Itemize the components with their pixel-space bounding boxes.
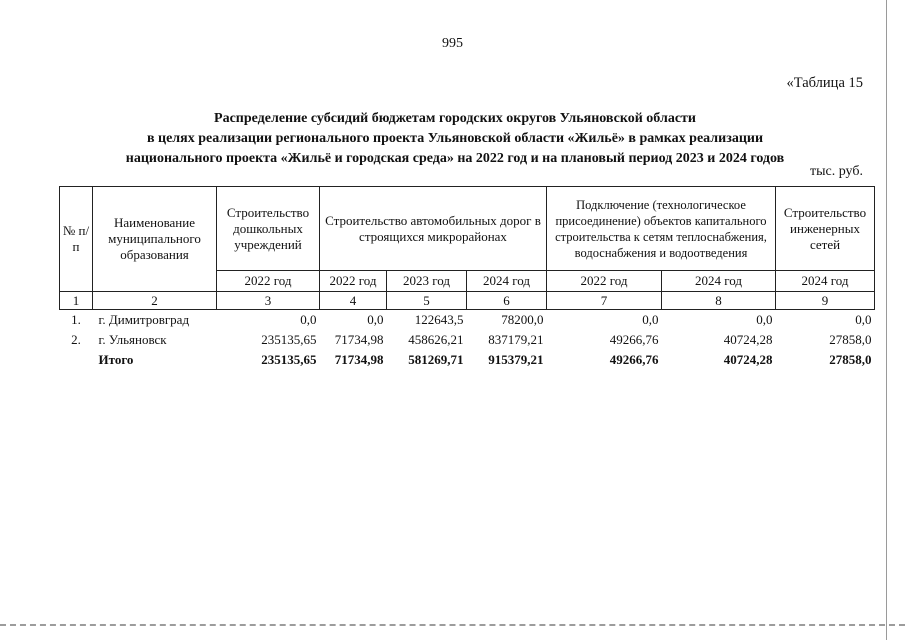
- row-name: г. Димитровград: [98, 312, 190, 327]
- column-number: 4: [320, 292, 387, 310]
- row-value: 235135,65: [261, 332, 317, 347]
- column-number: 2: [93, 292, 217, 310]
- row-value: 0,0: [367, 312, 384, 327]
- total-value: 915379,21: [488, 352, 544, 367]
- table-label: «Таблица 15: [786, 75, 863, 91]
- total-row: [60, 350, 875, 370]
- total-value: 27858,0: [829, 352, 872, 367]
- row-value: 49266,76: [609, 332, 659, 347]
- row-value: 78200,0: [501, 312, 544, 327]
- header-year: 2022 год: [547, 271, 662, 292]
- document-title: [60, 109, 850, 169]
- header-connection: Подключение (технологическое присоединение) объектов капитального строительства к сетям теплоснабжения, водоснабжения и водоотведения: [547, 187, 776, 271]
- column-number: 5: [387, 292, 467, 310]
- table-row: [60, 310, 875, 331]
- total-value: 49266,76: [609, 352, 659, 367]
- column-number: 3: [217, 292, 320, 310]
- title-line: национального проекта «Жильё и городская среда» на 2022 год и на плановый период 2023 и 2024 годов: [125, 151, 785, 166]
- row-value: 0,0: [855, 312, 872, 327]
- table-row: [60, 330, 875, 350]
- total-value: 235135,65: [261, 352, 317, 367]
- header-year: 2022 год: [217, 271, 320, 292]
- title-line: в целях реализации регионального проекта Ульяновской области «Жильё» в рамках реализации: [146, 131, 764, 146]
- row-value: 458626,21: [408, 332, 464, 347]
- header-year: 2024 год: [776, 271, 875, 292]
- total-label: Итого: [98, 352, 134, 367]
- column-number: 8: [662, 292, 776, 310]
- header-engineering: Строительство инженерных сетей: [776, 187, 875, 271]
- page-number: 995: [442, 36, 463, 51]
- header-preschool: Строительство дошкольных учреждений: [217, 187, 320, 271]
- scan-edge-right: [886, 0, 887, 640]
- scan-edge-bottom: [0, 624, 905, 626]
- row-index: 2.: [71, 332, 81, 347]
- total-value: 71734,98: [334, 352, 384, 367]
- header-year: 2024 год: [662, 271, 776, 292]
- row-value: 71734,98: [334, 332, 384, 347]
- row-index: 1.: [71, 312, 81, 327]
- row-value: 837179,21: [488, 332, 544, 347]
- row-value: 0,0: [300, 312, 317, 327]
- header-year: 2022 год: [320, 271, 387, 292]
- header-name: Наименование муниципального образования: [93, 187, 217, 292]
- row-value: 0,0: [642, 312, 659, 327]
- total-value: 581269,71: [408, 352, 464, 367]
- row-value: 40724,28: [723, 332, 773, 347]
- column-number: 7: [547, 292, 662, 310]
- row-value: 0,0: [756, 312, 773, 327]
- header-year: 2023 год: [387, 271, 467, 292]
- column-number: 6: [467, 292, 547, 310]
- row-value: 27858,0: [829, 332, 872, 347]
- header-year: 2024 год: [467, 271, 547, 292]
- title-line: Распределение субсидий бюджетам городских округов Ульяновской области: [214, 111, 696, 126]
- subsidy-table: [59, 186, 875, 370]
- column-number: 1: [60, 292, 93, 310]
- row-value: 122643,5: [414, 312, 464, 327]
- total-value: 40724,28: [723, 352, 773, 367]
- row-name: г. Ульяновск: [98, 332, 167, 347]
- column-number: 9: [776, 292, 875, 310]
- header-index: № п/п: [60, 187, 93, 292]
- header-roads: Строительство автомобильных дорог в строящихся микрорайонах: [320, 187, 547, 271]
- units-label: тыс. руб.: [810, 164, 863, 179]
